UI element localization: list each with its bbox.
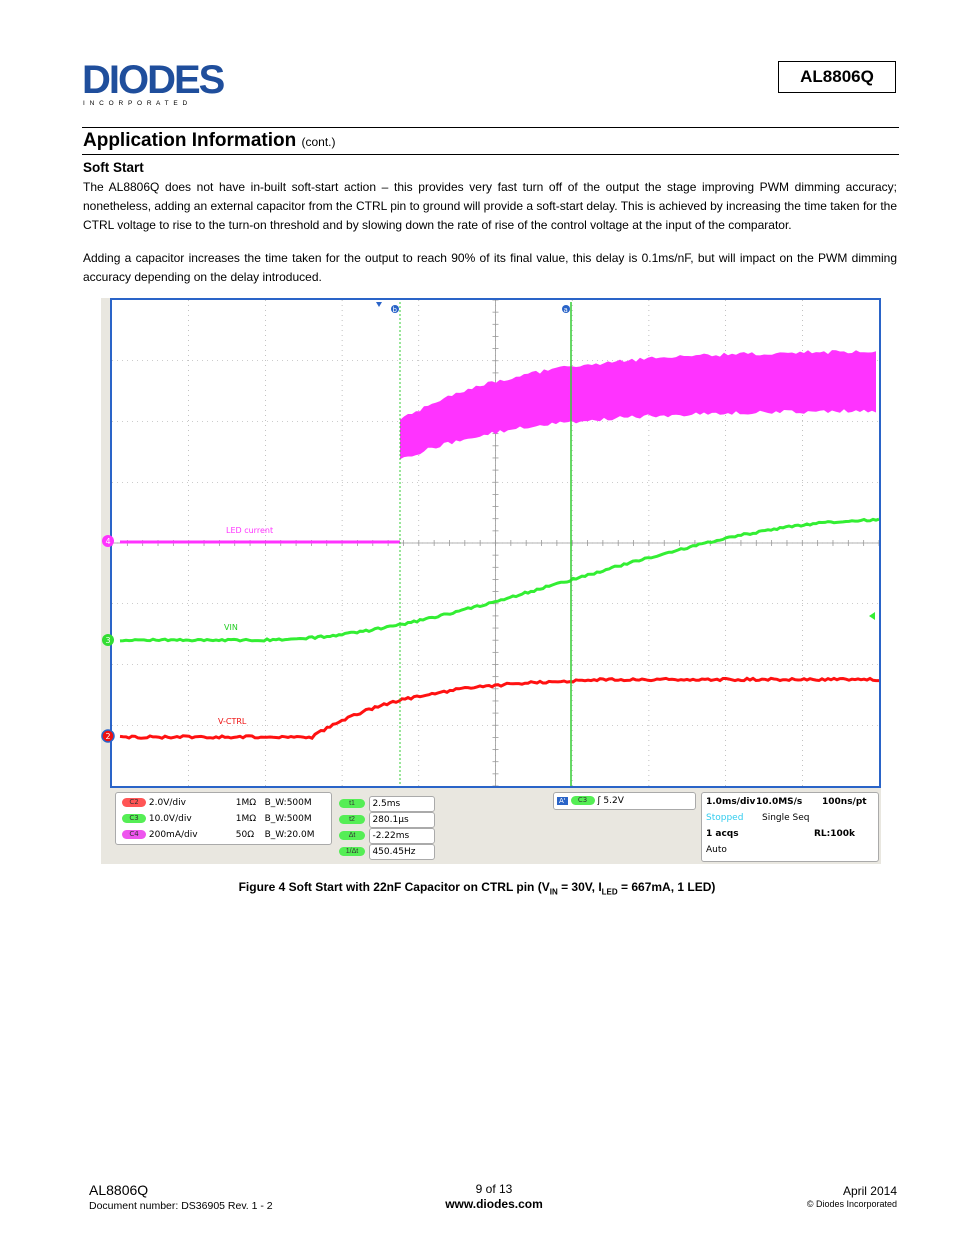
section-title-suffix: (cont.) <box>301 135 336 149</box>
record-length: RL:100k <box>814 829 856 839</box>
caption-sub-in: IN <box>549 887 558 897</box>
footer-doc-number: Document number: DS36905 Rev. 1 - 2 <box>89 1200 273 1212</box>
vin-label: VIN <box>224 623 238 632</box>
channel-settings-panel <box>115 792 332 845</box>
cursor-a-letter: a <box>563 306 568 314</box>
oscilloscope-screenshot <box>101 298 881 864</box>
cursor-b-letter: b <box>392 306 397 314</box>
cursor-row-freq <box>339 843 435 861</box>
led-current-label: LED current <box>226 526 274 535</box>
cursor-t1-value: 2.5ms <box>369 796 435 812</box>
diodes-logo <box>82 60 254 110</box>
caption-suffix: = 667mA, 1 LED) <box>617 880 716 894</box>
trigger-level: 5.2V <box>603 796 624 806</box>
cursor-readout-panel <box>339 795 439 861</box>
channel-c4-scale: 200mA/div <box>148 830 198 840</box>
channel-markers <box>101 528 123 748</box>
trigger-row <box>557 796 624 806</box>
trigger-edge-icon: ʃ <box>597 796 601 806</box>
channel-c3-bw: B_W:500M <box>264 814 312 824</box>
acquisition-sequence: Single Seq <box>762 813 810 823</box>
trigger-level-marker <box>869 612 875 620</box>
channel-c4-bw: B_W:20.0M <box>264 830 315 840</box>
footer-website-link[interactable]: www.diodes.com <box>445 1197 543 1211</box>
footer-date: April 2014 <box>842 1184 897 1198</box>
channel-c2-impedance: 1MΩ <box>235 798 257 808</box>
caption-prefix: Figure 4 Soft Start with 22nF Capacitor on CTRL pin (V <box>238 880 550 894</box>
channel-c3-scale: 10.0V/div <box>148 814 192 824</box>
channel-c3-pill: C3 <box>122 814 146 823</box>
acquisition-count: 1 acqs <box>706 829 739 839</box>
section-rule <box>82 154 899 155</box>
channel-row-c2 <box>122 798 312 808</box>
timebase-sample-rate: 10.0MS/s <box>756 797 803 807</box>
header-rule <box>82 127 899 128</box>
channel-4-number: 4 <box>105 537 111 546</box>
trigger-mode-auto: Auto <box>706 845 727 855</box>
part-number-box: AL8806Q <box>778 61 896 93</box>
section-title <box>83 130 336 152</box>
caption-mid: = 30V, I <box>557 880 602 894</box>
cursor-delta-value: -2.22ms <box>369 828 435 844</box>
subsection-title: Soft Start <box>83 160 144 175</box>
channel-3-number: 3 <box>105 636 111 645</box>
trigger-panel <box>553 792 696 810</box>
channel-row-c4 <box>122 830 315 840</box>
footer-page-number: 9 of 13 <box>475 1182 513 1196</box>
cursor-t2-value: 280.1µs <box>369 812 435 828</box>
footer-copyright: © Diodes Incorporated <box>806 1199 897 1209</box>
cursor-t1-label: t1 <box>339 799 365 808</box>
timebase-resolution: 100ns/pt <box>822 797 867 807</box>
logo-wordmark: DIODES <box>82 60 224 102</box>
channel-c4-pill: C4 <box>122 830 146 839</box>
vctrl-trace <box>120 678 879 738</box>
channel-c3-impedance: 1MΩ <box>235 814 257 824</box>
figure-caption <box>0 880 954 896</box>
channel-c2-pill: C2 <box>122 798 146 807</box>
cursor-freq-value: 450.45Hz <box>369 844 435 860</box>
scope-display <box>110 298 881 788</box>
logo-subtext: I N C O R P O R A T E D <box>83 100 189 107</box>
channel-c2-bw: B_W:500M <box>264 798 312 808</box>
acquisition-status: Stopped <box>706 813 744 823</box>
led-current-pwm-band <box>400 350 876 459</box>
timebase-panel <box>701 792 879 862</box>
cursor-t2-label: t2 <box>339 815 365 824</box>
trigger-position-marker <box>376 302 382 307</box>
cursor-delta-label: Δt <box>339 831 365 840</box>
paragraph-1: The AL8806Q does not have in-built soft-start action – this provides very fast turn off of the output the stage improving PWM dimming accuracy; nonetheless, adding an external capacitor from the CTRL pin to ground will provide a soft-start delay. This is achieved by increasing the time taken for the CTRL voltage to rise to the turn-on threshold and by slowing down the rate of rise of the control voltage at the input of the comparator. <box>83 180 897 232</box>
vctrl-label: V-CTRL <box>218 717 247 726</box>
channel-c2-scale: 2.0V/div <box>148 798 186 808</box>
footer-part: AL8806Q <box>89 1182 149 1198</box>
cursor-freq-label: 1/Δt <box>339 847 365 856</box>
channel-c4-impedance: 50Ω <box>235 830 255 840</box>
section-title-text: Application Information <box>83 130 297 151</box>
scope-waveforms <box>112 300 879 786</box>
channel-2-number: 2 <box>105 732 111 741</box>
trigger-mode: A' <box>559 797 566 805</box>
diodes-logo-graphic <box>82 60 254 110</box>
caption-sub-led: LED <box>601 887 618 897</box>
channel-row-c3 <box>122 814 312 824</box>
timebase-horizontal: 1.0ms/div <box>706 797 756 807</box>
paragraph-2: Adding a capacitor increases the time taken for the output to reach 90% of its final value, this delay is 0.1ms/nF, but will impact on the PWM dimming accuracy depending on the delay introduced. <box>83 251 897 284</box>
trigger-channel: C3 <box>571 796 595 805</box>
